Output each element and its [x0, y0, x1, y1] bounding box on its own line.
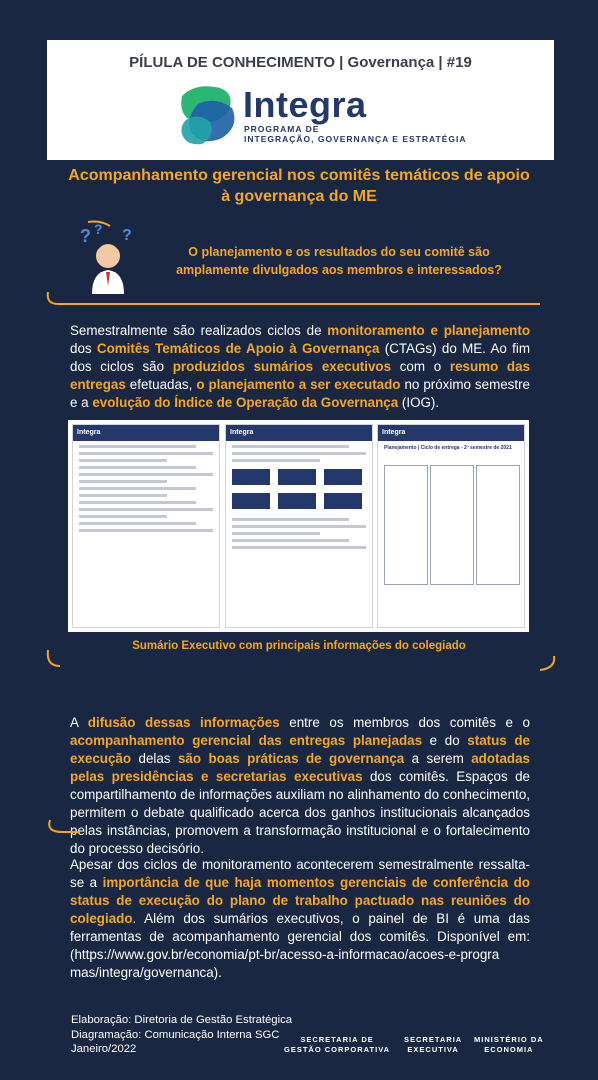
question-person-illustration — [72, 222, 144, 294]
p2-text: A — [70, 715, 88, 730]
thumb-text-line — [79, 529, 213, 532]
p2-text: a serem — [404, 751, 472, 766]
executive-summary-thumbnails — [68, 420, 529, 632]
p1-text: dos — [70, 341, 97, 356]
thumb-text-line — [79, 466, 196, 469]
integra-logo-icon — [176, 82, 240, 150]
summary-page-thumbnail-1 — [72, 424, 220, 628]
thumb-text-line — [79, 445, 196, 448]
org-name-line: EXECUTIVA — [407, 1044, 459, 1054]
org-name-line: SECRETARIA — [404, 1035, 463, 1044]
question-line2: amplamente divulgados aos membros e interessados? — [176, 263, 502, 277]
thumb-text-line — [79, 494, 167, 497]
footer-org-secretaria-executiva — [404, 1035, 462, 1054]
p2-highlight: são boas práticas de governança — [177, 751, 405, 766]
thumb-text-line — [79, 515, 167, 518]
thumb-block — [324, 493, 362, 509]
thumb-header: Integra — [378, 425, 524, 441]
p1-highlight: monitoramento e planejamento — [327, 323, 531, 338]
p2-highlight: acompanhamento gerencial das entregas planejadas — [70, 733, 423, 748]
p2-highlight: status de execução — [70, 733, 530, 766]
thumb-text-line — [79, 480, 167, 483]
p3-highlight: importância de que haja momentos gerenciais de conferência do status de execução do plano de trabalho pactuado nas reuniões do colegiado — [70, 875, 530, 926]
footer-credit-line: Elaboração: Diretoria de Gestão Estratégica — [71, 1014, 293, 1026]
p1-highlight: Comitês Temáticos de Apoio à Governança — [96, 341, 380, 356]
logo-sub-line2: INTEGRAÇÃO, GOVERNANÇA E ESTRATÉGIA — [244, 134, 467, 144]
org-name-line: MINISTÉRIO DA — [474, 1035, 544, 1044]
thumb-block — [232, 469, 270, 485]
p2-text: entre os membros dos comitês e o — [279, 715, 530, 730]
p2-text: dos comitês. Espaços de compartilhamento de informações auxiliam no alinhamento do conhecimento, permitem o debate qualificado acerca dos ganhos institucionais alcançados pelas instâncias, promovem a transformação institucional e o fortalecimento do processo decisório. — [70, 769, 530, 856]
page-title — [40, 165, 558, 207]
svg-text:?: ? — [94, 222, 103, 237]
thumb-text-line — [79, 452, 213, 455]
footer-credit-line: Diagramação: Comunicação Interna SGC — [71, 1028, 280, 1041]
thumb-header: Integra — [226, 425, 372, 441]
summary-page-thumbnail-3 — [377, 424, 525, 628]
thumb-text-line — [79, 508, 213, 511]
thumb-text-line — [79, 501, 196, 504]
logo-subtitle — [244, 124, 466, 144]
thumb-text-line — [232, 518, 349, 521]
p2-highlight: difusão dessas informações — [87, 715, 280, 730]
question-text — [148, 243, 530, 279]
svg-text:?: ? — [80, 226, 91, 246]
paragraph-intro — [70, 322, 530, 412]
thumb-text-line — [232, 539, 349, 542]
p1-text: no próximo semestre e a — [70, 377, 530, 410]
p1-highlight: produzidos sumários executivos — [172, 359, 392, 374]
footer-org-secretaria-gestao — [284, 1035, 390, 1054]
thumb-text-line — [79, 487, 196, 490]
thumb-block — [232, 493, 270, 509]
p2-text: e do — [422, 733, 468, 748]
p1-highlight: o planejamento a ser executado — [196, 377, 401, 392]
caption-frame-decoration — [40, 648, 558, 672]
logo-sub-line1: PROGRAMA DE — [244, 124, 320, 134]
thumb-block — [324, 469, 362, 485]
summary-page-thumbnail-2 — [225, 424, 373, 628]
thumb-text-line — [79, 473, 213, 476]
thumb-text-line — [232, 452, 366, 455]
title-line2: à governança do ME — [221, 188, 377, 205]
thumbnails-caption: Sumário Executivo com principais informações do colegiado — [132, 640, 466, 652]
p2-highlight: adotadas pelas presidências e secretarias executivas — [70, 751, 530, 784]
p1-text: com o — [391, 359, 450, 374]
footer-credit-line: Janeiro/2022 — [71, 1043, 137, 1055]
org-name-line: SECRETARIA DE — [300, 1035, 374, 1044]
title-line1: Acompanhamento gerencial nos comitês temáticos de apoio — [68, 167, 530, 184]
p1-text: efetuadas, — [125, 377, 197, 392]
thumb-heading: Planejamento | Ciclo de entrega - 2º semestre de 2021 — [384, 445, 512, 451]
thumb-column — [430, 465, 474, 585]
logo-wordmark: Integra — [243, 84, 367, 125]
p1-text: (IOG). — [398, 395, 440, 410]
org-name-line: GESTÃO CORPORATIVA — [284, 1044, 391, 1054]
thumb-header: Integra — [73, 425, 219, 441]
p3-text: Apesar dos ciclos de monitoramento acontecerem semestralmente ressalta-se a — [70, 857, 530, 890]
header-card — [47, 40, 554, 160]
paragraph-frame-decoration — [40, 818, 558, 842]
org-name-line: ECONOMIA — [484, 1044, 534, 1054]
p1-text: (CTAGs) do ME. Ao fim dos ciclos são — [70, 341, 530, 374]
thumb-text-line — [79, 522, 196, 525]
thumb-column — [384, 465, 428, 585]
p1-text: Semestralmente são realizados ciclos de — [70, 323, 328, 338]
thumb-text-line — [79, 459, 167, 462]
thumb-text-line — [232, 445, 349, 448]
thumb-text-line — [232, 525, 366, 528]
footer-org-ministerio-economia — [474, 1035, 544, 1054]
p1-highlight: evolução do Índice de Operação da Governança — [92, 395, 399, 410]
svg-text:?: ? — [122, 227, 132, 244]
thumb-text-line — [232, 546, 366, 549]
p1-highlight: resumo das entregas — [70, 359, 531, 392]
question-line1: O planejamento e os resultados do seu comitê são — [188, 245, 490, 259]
p2-text: delas — [131, 751, 178, 766]
thumb-text-line — [232, 532, 320, 535]
thumb-block — [278, 493, 316, 509]
paragraph-conclusion — [70, 856, 530, 982]
series-title: PÍLULA DE CONHECIMENTO | Governança | #19 — [129, 54, 472, 71]
p3-text: . Além dos sumários executivos, o painel de BI é uma das ferramentas de acompanhamento gerencial dos comitês. Disponível em: (https://www.gov.br/economia/pt-br/acesso-a-informacao/acoes-e-progra mas/integra/governanca). — [70, 911, 530, 980]
thumb-column — [476, 465, 520, 585]
thumb-block — [278, 469, 316, 485]
thumb-text-line — [232, 459, 320, 462]
footer-credits — [71, 1013, 292, 1057]
